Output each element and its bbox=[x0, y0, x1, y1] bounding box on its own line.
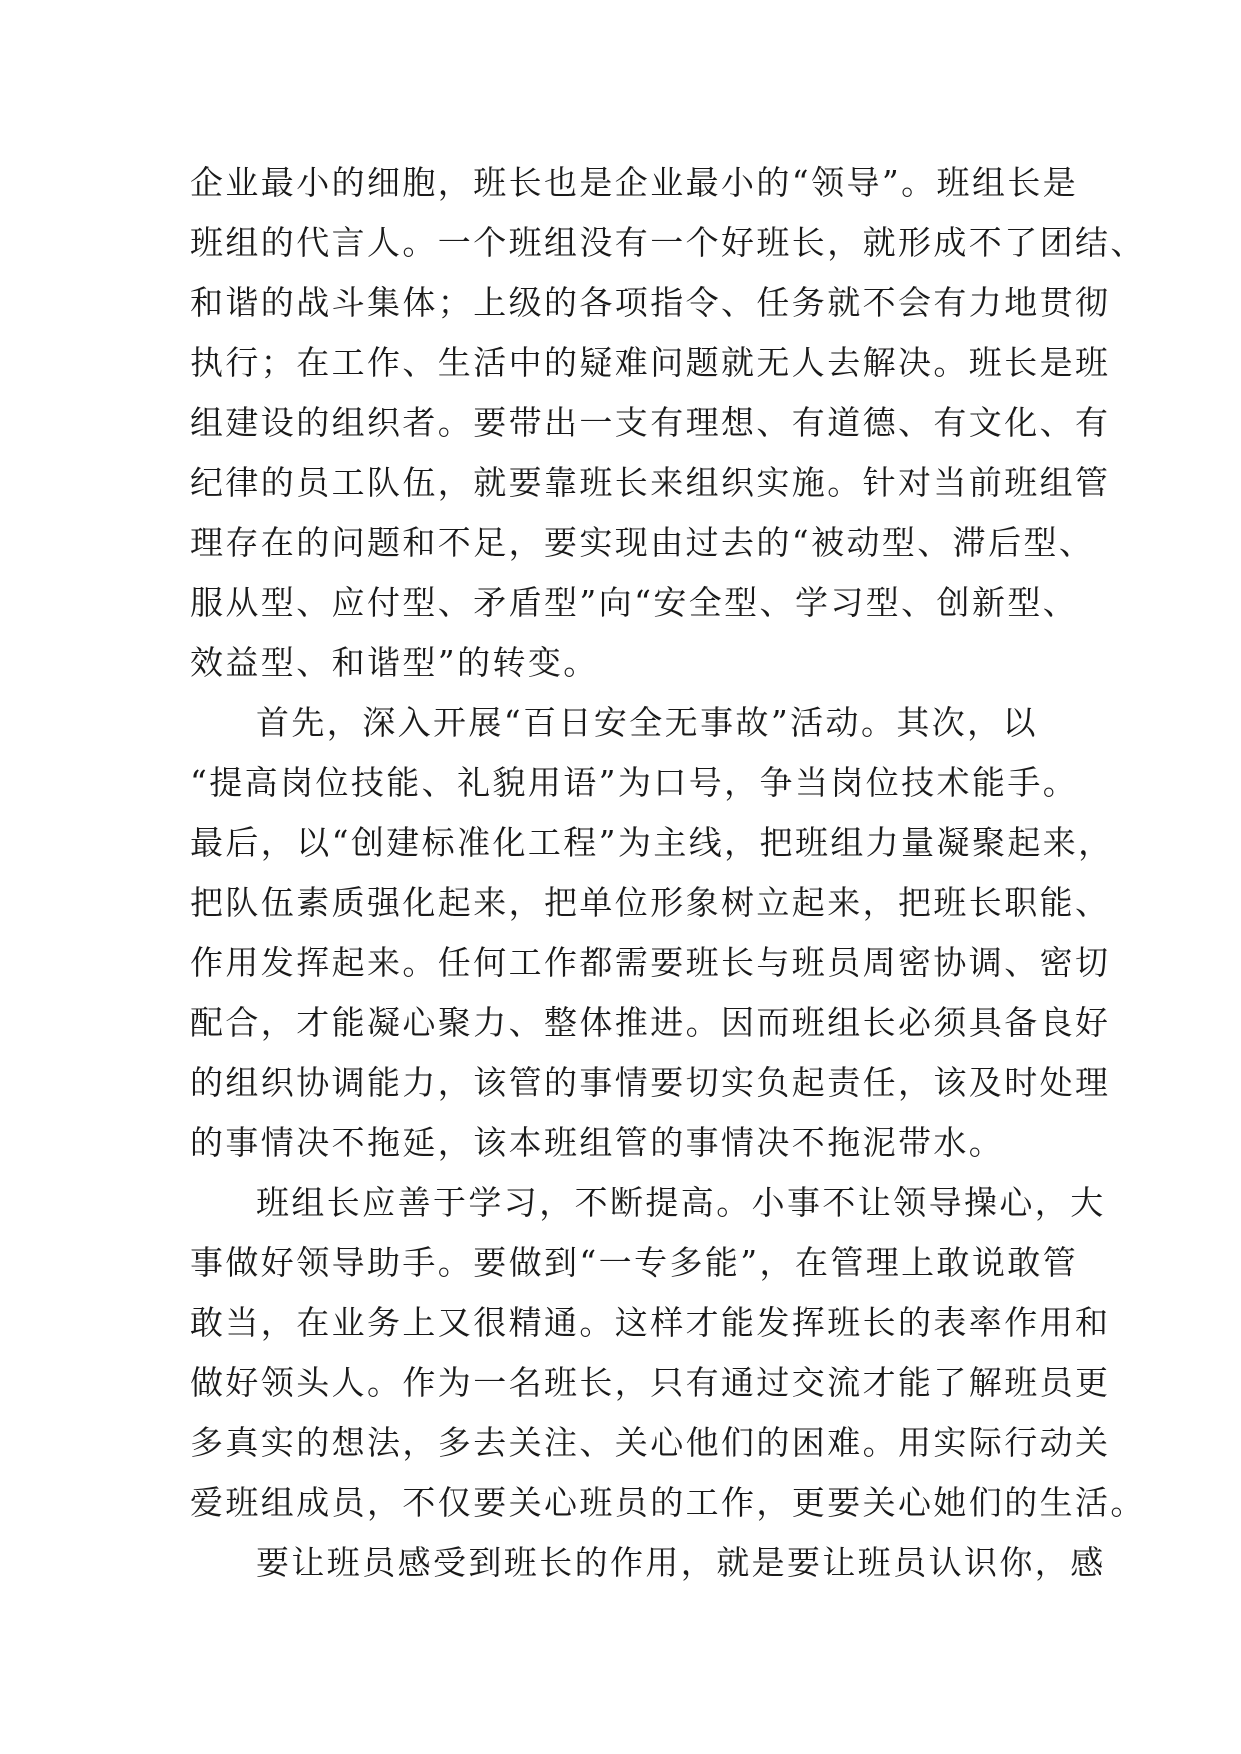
text-line: “提高岗位技能、礼貌用语”为口号，争当岗位技术能手。 bbox=[190, 763, 1079, 802]
text-line: 服从型、应付型、矛盾型”向“安全型、学习型、创新型、 bbox=[190, 583, 1079, 622]
text-line: 把队伍素质强化起来，把单位形象树立起来，把班长职能、 bbox=[190, 883, 1111, 922]
text-line: 事做好领导助手。要做到“一专多能”，在管理上敢说敢管 bbox=[190, 1243, 1079, 1282]
text-line: 作用发挥起来。任何工作都需要班长与班员周密协调、密切 bbox=[190, 943, 1111, 982]
text-line: 的事情决不拖延，该本班组管的事情决不拖泥带水。 bbox=[190, 1123, 1005, 1162]
paragraph-first-line: 首先，深入开展“百日安全无事故”活动。其次，以 bbox=[256, 703, 1038, 742]
text-line: 的组织协调能力，该管的事情要切实负起责任，该及时处理 bbox=[190, 1063, 1111, 1102]
text-line: 多真实的想法，多去关注、关心他们的困难。用实际行动关 bbox=[190, 1423, 1111, 1462]
paragraph-first-line: 班组长应善于学习，不断提高。小事不让领导操心，大 bbox=[256, 1183, 1106, 1222]
text-line: 效益型、和谐型”的转变。 bbox=[190, 643, 599, 682]
document-body bbox=[190, 155, 1146, 1655]
text-line: 班组的代言人。一个班组没有一个好班长，就形成不了团结、 bbox=[190, 223, 1146, 262]
text-line: 敢当，在业务上又很精通。这样才能发挥班长的表率作用和 bbox=[190, 1303, 1111, 1342]
text-line: 企业最小的细胞，班长也是企业最小的“领导”。班组长是 bbox=[190, 163, 1079, 202]
text-line: 配合，才能凝心聚力、整体推进。因而班组长必须具备良好 bbox=[190, 1003, 1111, 1042]
text-line: 纪律的员工队伍，就要靠班长来组织实施。针对当前班组管 bbox=[190, 463, 1111, 502]
text-line: 执行；在工作、生活中的疑难问题就无人去解决。班长是班 bbox=[190, 343, 1111, 382]
paragraph-first-line: 要让班员感受到班长的作用，就是要让班员认识你，感 bbox=[256, 1543, 1106, 1582]
text-line: 理存在的问题和不足，要实现由过去的“被动型、滞后型、 bbox=[190, 523, 1095, 562]
text-line: 和谐的战斗集体；上级的各项指令、任务就不会有力地贯彻 bbox=[190, 283, 1111, 322]
text-line: 爱班组成员，不仅要关心班员的工作，更要关心她们的生活。 bbox=[190, 1483, 1146, 1522]
text-line: 做好领头人。作为一名班长，只有通过交流才能了解班员更 bbox=[190, 1363, 1111, 1402]
text-line: 组建设的组织者。要带出一支有理想、有道德、有文化、有 bbox=[190, 403, 1111, 442]
text-line: 最后，以“创建标准化工程”为主线，把班组力量凝聚起来， bbox=[190, 823, 1114, 862]
